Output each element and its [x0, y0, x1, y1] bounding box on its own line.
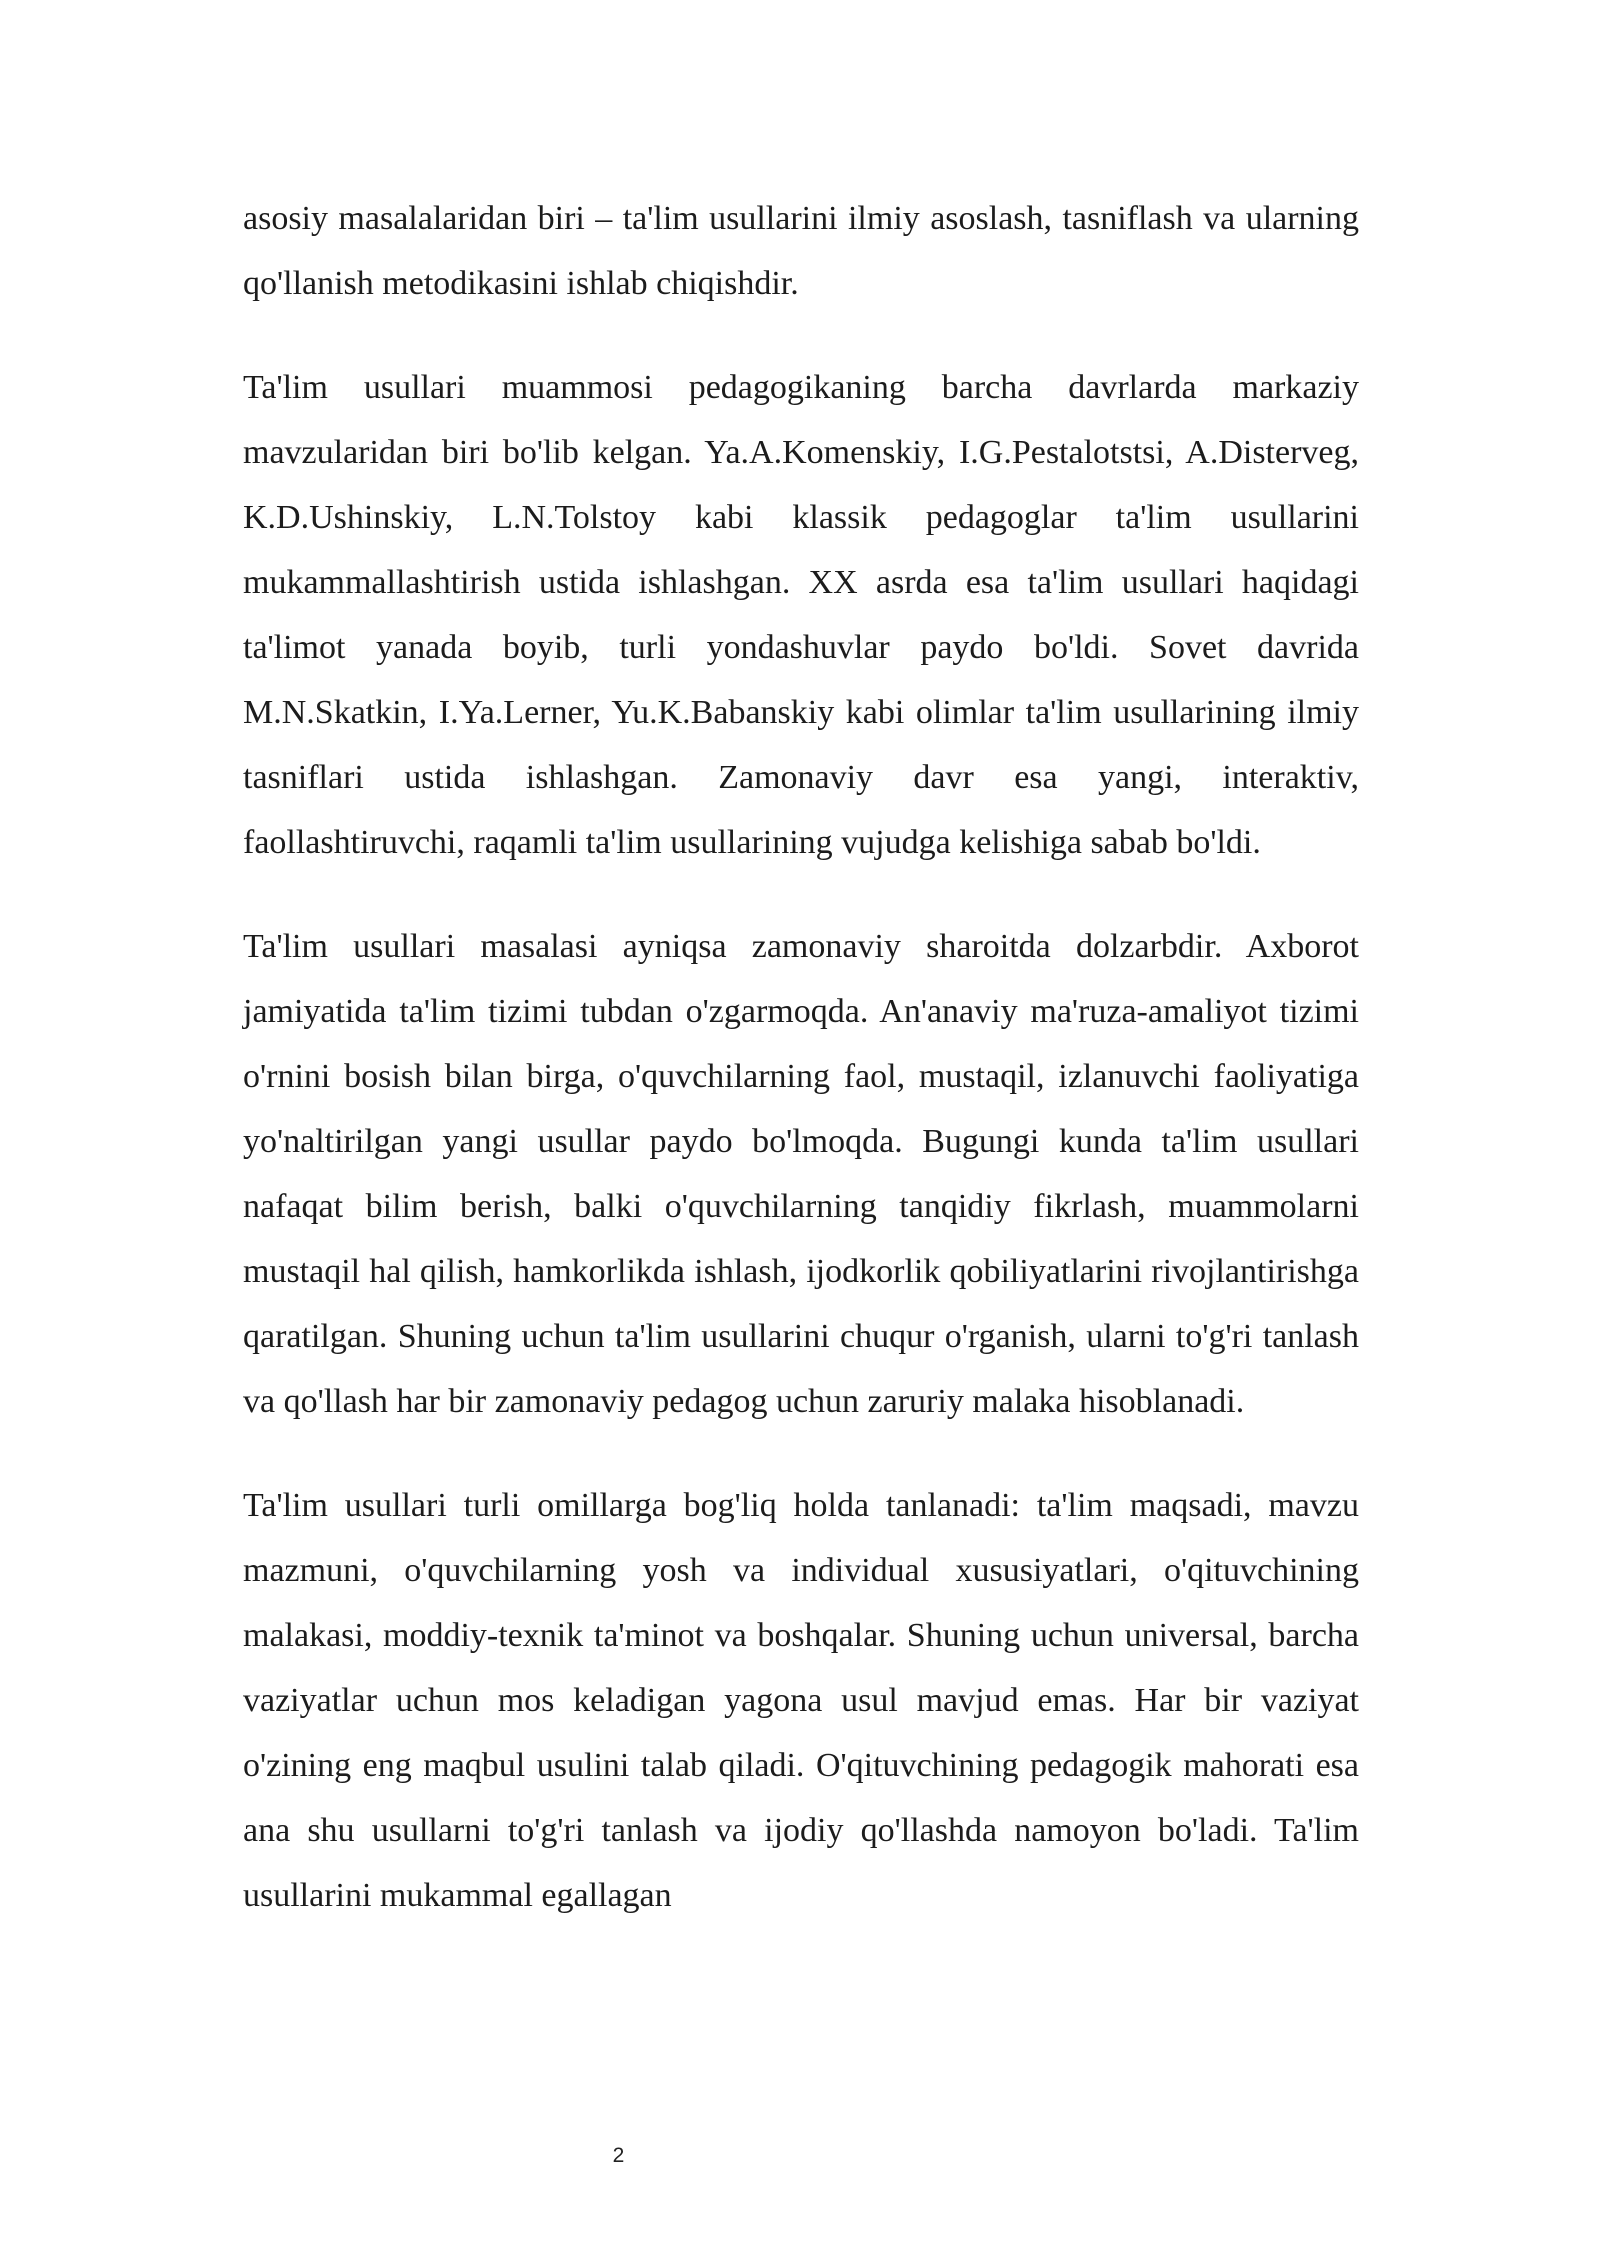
paragraph-1: asosiy masalalaridan biri – ta'lim usullarini ilmiy asoslash, tasniflash va ularning qo'llanish metodikasini ishlab chiqishdir.	[243, 200, 1359, 302]
paragraph-3: Ta'lim usullari masalasi ayniqsa zamonaviy sharoitda dolzarbdir. Axborot jamiyatida ta'lim tizimi tubdan o'zgarmoqda. An'anaviy ma'ruza-amaliyot tizimi o'rnini bosish bilan birga, o'quvchilarning faol, mustaqil, izlanuvchi faoliyatiga yo'naltirilgan yangi usullar paydo bo'lmoqda. Bugungi kunda ta'lim usullari nafaqat bilim berish, balki o'quvchilarning tanqidiy fikrlash, muammolarni mustaqil hal qilish, hamkorlikda ishlash, ijodkorlik qobiliyatlarini rivojlantirishga qaratilgan. Shuning uchun ta'lim usullarini chuqur o'rganish, ularni to'g'ri tanlash va qo'llash har bir zamonaviy pedagog uchun zaruriy malaka hisoblanadi.	[243, 928, 1359, 1420]
page-number: 2	[612, 2144, 625, 2167]
paragraph-4: Ta'lim usullari turli omillarga bog'liq holda tanlanadi: ta'lim maqsadi, mavzu mazmuni, o'quvchilarning yosh va individual xususiyatlari, o'qituvchining malakasi, moddiy-texnik ta'minot va boshqalar. Shuning uchun universal, barcha vaziyatlar uchun mos keladigan yagona usul mavjud emas. Har bir vaziyat o'zining eng maqbul usulini talab qiladi. O'qituvchining pedagogik mahorati esa ana shu usullarni to'g'ri tanlash va ijodiy qo'llashda namoyon bo'ladi. Ta'lim usullarini mukammal egallagan	[243, 1487, 1359, 1914]
paragraph-2: Ta'lim usullari muammosi pedagogikaning barcha davrlarda markaziy mavzularidan biri bo'lib kelgan. Ya.A.Komenskiy, I.G.Pestalotstsi, A.Disterveg, K.D.Ushinskiy, L.N.Tolstoy kabi klassik pedagoglar ta'lim usullarini mukammallashtirish ustida ishlashgan. XX asrda esa ta'lim usullari haqidagi ta'limot yanada boyib, turli yondashuvlar paydo bo'ldi. Sovet davrida M.N.Skatkin, I.Ya.Lerner, Yu.K.Babanskiy kabi olimlar ta'lim usullarining ilmiy tasniflari ustida ishlashgan. Zamonaviy davr esa yangi, interaktiv, faollashtiruvchi, raqamli ta'lim usullarining vujudga kelishiga sabab bo'ldi.	[243, 369, 1359, 861]
document-body	[243, 186, 1359, 1967]
